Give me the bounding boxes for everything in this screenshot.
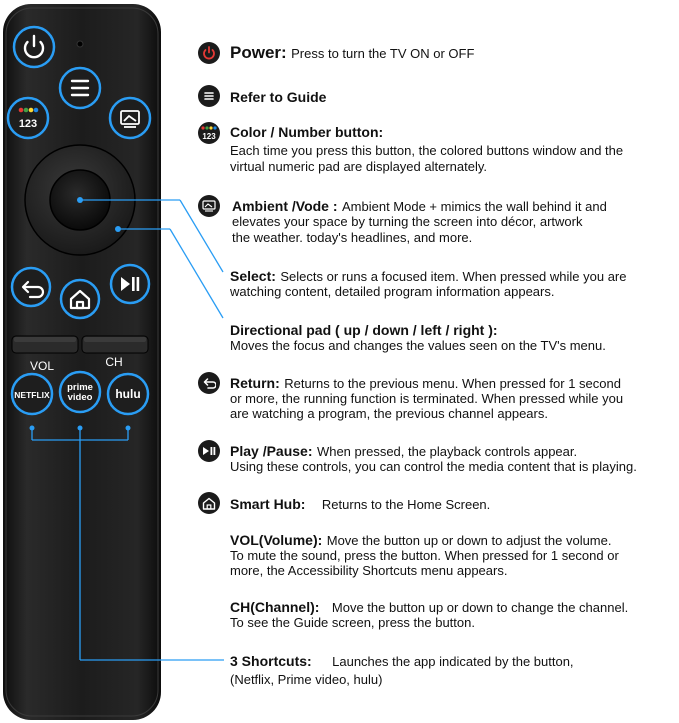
return-title: Return: xyxy=(230,375,280,391)
ambient-button[interactable] xyxy=(110,98,150,138)
power-text: Press to turn the TV ON or OFF xyxy=(291,46,475,61)
return-button[interactable] xyxy=(12,268,50,306)
channel-rocker[interactable] xyxy=(82,336,148,353)
ambient-line2: elevates your space by turning the screen into décor, artwork xyxy=(232,214,583,229)
play-title: Play /Pause: xyxy=(230,443,313,459)
microphone-dot xyxy=(77,41,83,47)
legend-numeric-label: 123 xyxy=(202,132,216,141)
select-line2: watching content, detailed program information appears. xyxy=(230,284,555,299)
return-line2: or more, the running function is terminated. When pressed while you xyxy=(230,391,624,406)
hub-title: Smart Hub: xyxy=(230,496,306,512)
vol-label: VOL xyxy=(29,359,55,373)
smart-hub-button[interactable] xyxy=(61,280,99,318)
hulu-button[interactable] xyxy=(108,374,148,414)
dpad-line1: Moves the focus and changes the values seen on the TV's menu. xyxy=(230,338,606,353)
color-line2: virtual numeric pad are displayed alternately. xyxy=(230,159,488,174)
volume-rocker[interactable] xyxy=(12,336,78,353)
hub-desc xyxy=(230,496,490,514)
netflix-button[interactable] xyxy=(12,374,52,414)
return-line3: are watching a program, the previous channel appears. xyxy=(230,406,548,421)
color-line1: Each time you press this button, the colored buttons window and the xyxy=(230,143,624,158)
play-line2: Using these controls, you can control the media content that is playing. xyxy=(230,459,637,474)
prime-label: prime xyxy=(67,382,93,393)
prime-video-button[interactable] xyxy=(60,372,100,412)
shortcuts-line2: (Netflix, Prime video, hulu) xyxy=(230,672,383,687)
ch-label: CH xyxy=(105,355,123,369)
hub-text: Returns to the Home Screen. xyxy=(321,497,491,512)
ch-line2: To see the Guide screen, press the button. xyxy=(230,615,475,630)
play-pause-legend-icon xyxy=(198,440,220,462)
ambient-line3: the weather. today's headlines, and more. xyxy=(232,230,473,245)
ch-title: CH(Channel): xyxy=(230,599,320,615)
home-legend-icon xyxy=(198,492,220,514)
vol-title: VOL(Volume): xyxy=(230,532,323,548)
ambient-legend-icon xyxy=(198,195,220,217)
netflix-label: NETFLIX xyxy=(14,390,50,400)
return-legend-icon xyxy=(198,372,220,394)
vol-line3: more, the Accessibility Shortcuts menu appears. xyxy=(230,563,508,578)
ambient-line1: Ambient Mode + mimics the wall behind it and xyxy=(341,199,607,214)
shortcuts-line1: Launches the app indicated by the button, xyxy=(332,654,574,669)
color-title: Color / Number button: xyxy=(230,124,384,140)
select-line1: Selects or runs a focused item. When pressed while you are xyxy=(280,269,627,284)
video-label: video xyxy=(67,392,93,403)
power-legend-icon xyxy=(198,42,220,64)
hulu-label: hulu xyxy=(115,387,141,401)
shortcuts-title: 3 Shortcuts: xyxy=(230,653,312,669)
vol-line1: Move the button up or down to adjust the volume. xyxy=(326,533,612,548)
color-number-button[interactable] xyxy=(8,98,48,138)
select-title: Select: xyxy=(230,268,276,284)
power-title: Power: xyxy=(230,43,287,62)
dpad-title: Directional pad ( up / down / left / right ): xyxy=(230,322,498,338)
play-line1: When pressed, the playback controls appear. xyxy=(316,444,578,459)
guide-legend-icon xyxy=(198,85,220,107)
color-number-legend-icon xyxy=(198,122,220,144)
play-pause-button[interactable] xyxy=(111,265,149,303)
vol-line2: To mute the sound, press the button. When pressed for 1 second or xyxy=(230,548,619,563)
guide-title: Refer to Guide xyxy=(230,89,327,105)
numeric-label: 123 xyxy=(18,118,38,130)
power-button[interactable] xyxy=(14,27,54,67)
menu-button[interactable] xyxy=(60,68,100,108)
shortcuts-desc xyxy=(230,653,574,671)
return-line1: Returns to the previous menu. When pressed for 1 second xyxy=(284,376,621,391)
power-desc xyxy=(230,43,474,63)
ambient-title: Ambient /Vode : xyxy=(232,198,338,214)
ch-line1: Move the button up or down to change the channel. xyxy=(331,600,629,615)
